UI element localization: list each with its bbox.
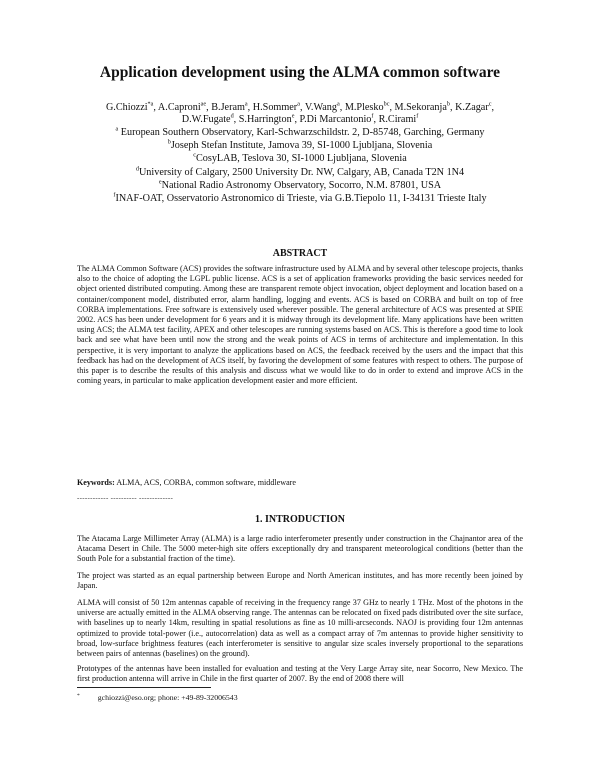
intro-paragraph-3: ALMA will consist of 50 12m antennas capable of receiving in the frequency range 37 GHz to nearly 1 THz. Most of the photons in the universe are actually emitted in the ALMA observing range. The antennas can be relocated on fixed pads distributed over the site surface, with baselines up to nearly 14km, resulting in spatial resolutions as fine as 10 milli-arcseconds. NAOJ is providing four 12m antennas optimized to provide total-power (i.e., autocorrelation) data as well as a compact array of 7m antennas to provide higher sensitivity to broad, low-surface brightness features (each interferometer is sensitive to angular size scales inversely proportional to the separations between pairs of antennas (baselines) on the ground). (77, 598, 523, 659)
affiliation-a: $^a$ European Southern Observatory, Karl-Schwarzschildstr. 2, D-85748, Garching, Germany (115, 125, 485, 138)
author-line-2: D.W.Fugate$^d$, S.Harrington$^e$, P.Di Marcantonio$^f$, R.Cirami$^f$ (181, 113, 419, 126)
affiliation-d: $^d$University of Calgary, 2500 University Dr. NW, Calgary, AB, Canada T2N 1N4 (135, 165, 465, 178)
intro-paragraph-4: Prototypes of the antennas have been installed for evaluation and testing at the Very Large Array site, near Socorro, New Mexico. The first production antenna will arrive in Chile in the first quarter of 2007. By the end of 2008 there will (77, 664, 523, 684)
footnote-text: gchiozzi@eso.org; phone: +49-89-32006543 (97, 693, 238, 702)
keywords-text: ALMA, ACS, CORBA, common software, middleware (114, 478, 296, 487)
keywords (77, 478, 523, 487)
affiliation-b: $^b$Joseph Stefan Institute, Jamova 39, SI-1000 Ljubljana, Slovenia (167, 138, 433, 151)
intro-paragraph-2: The project was started as an equal partnership between Europe and North American institutes, and has more recently been joined by Japan. (77, 571, 523, 591)
affiliation-c: $^c$CosyLAB, Teslova 30, SI-1000 Ljubljana, Slovenia (193, 151, 407, 164)
paper-title: Application development using the ALMA common software (99, 64, 501, 81)
section-heading-introduction: 1. INTRODUCTION (254, 514, 345, 525)
footnote-mark: * (77, 693, 80, 699)
footnote-rule (77, 687, 211, 688)
separator-line: ------------ ---------- ------------- (77, 494, 174, 502)
author-list (60, 102, 540, 127)
affiliation-f: $^f$INAF-OAT, Osservatorio Astronomico di Trieste, via G.B.Tiepolo 11, I-34131 Trieste Italy (113, 191, 487, 204)
affiliation-e: $^e$National Radio Astronomy Observatory, Socorro, N.M. 87801, USA (158, 178, 442, 191)
keywords-label: Keywords: (77, 478, 115, 487)
abstract-heading: ABSTRACT (272, 248, 328, 259)
author-line-1: G.Chiozzi$^{*a}$, A.Caproni$^{ae}$, B.Jeram$^a$, H.Sommer$^a$, V.Wang$^a$, M.Plesko$^{bc}$, M.Sekoranja$^b$, K.Zagar$^c$, (105, 100, 495, 113)
abstract-text: The ALMA Common Software (ACS) provides the software infrastructure used by ALMA and by several other telescope projects, thanks also to the choice of adopting the LGPL public license. ACS is a set of application frameworks providing the basic services needed for object oriented distributed computing. Among these are transparent remote object invocation, object deployment and location based on a container/component model, distributed error, alarm handling, logging and events. ACS is based on CORBA and built on top of free CORBA implementations. Free software is extensively used wherever possible. The general architecture of ACS was presented at SPIE 2002. ACS has been under development for 6 years and it is midway through its development life. Many applications have been written using ACS; the ALMA test facility, APEX and other telescopes are running systems based on ACS. This is therefore a good time to look back and see what have been until now the strong and the weak points of ACS in terms of architecture and implementation. In this perspective, it is very important to analyze the applications based on ACS, the feedback received by the users and the impact that this feedback has had on the development of ACS itself, by favoring the development of some features with respect to others. The purpose of this paper is to describe the results of this analysis and discuss what we would like to do in order to extend and improve ACS in the coming years, in particular to make application development easier and more efficient. (77, 264, 523, 386)
intro-paragraph-1: The Atacama Large Millimeter Array (ALMA) is a large radio interferometer presently under construction in the Chajnantor area of the Atacama Desert in Chile. The 5000 meter-high site offers exceptionally dry and transparent meteorological conditions (better than the South Pole for a substantial fraction of the time). (77, 534, 523, 564)
footnote (77, 693, 238, 702)
